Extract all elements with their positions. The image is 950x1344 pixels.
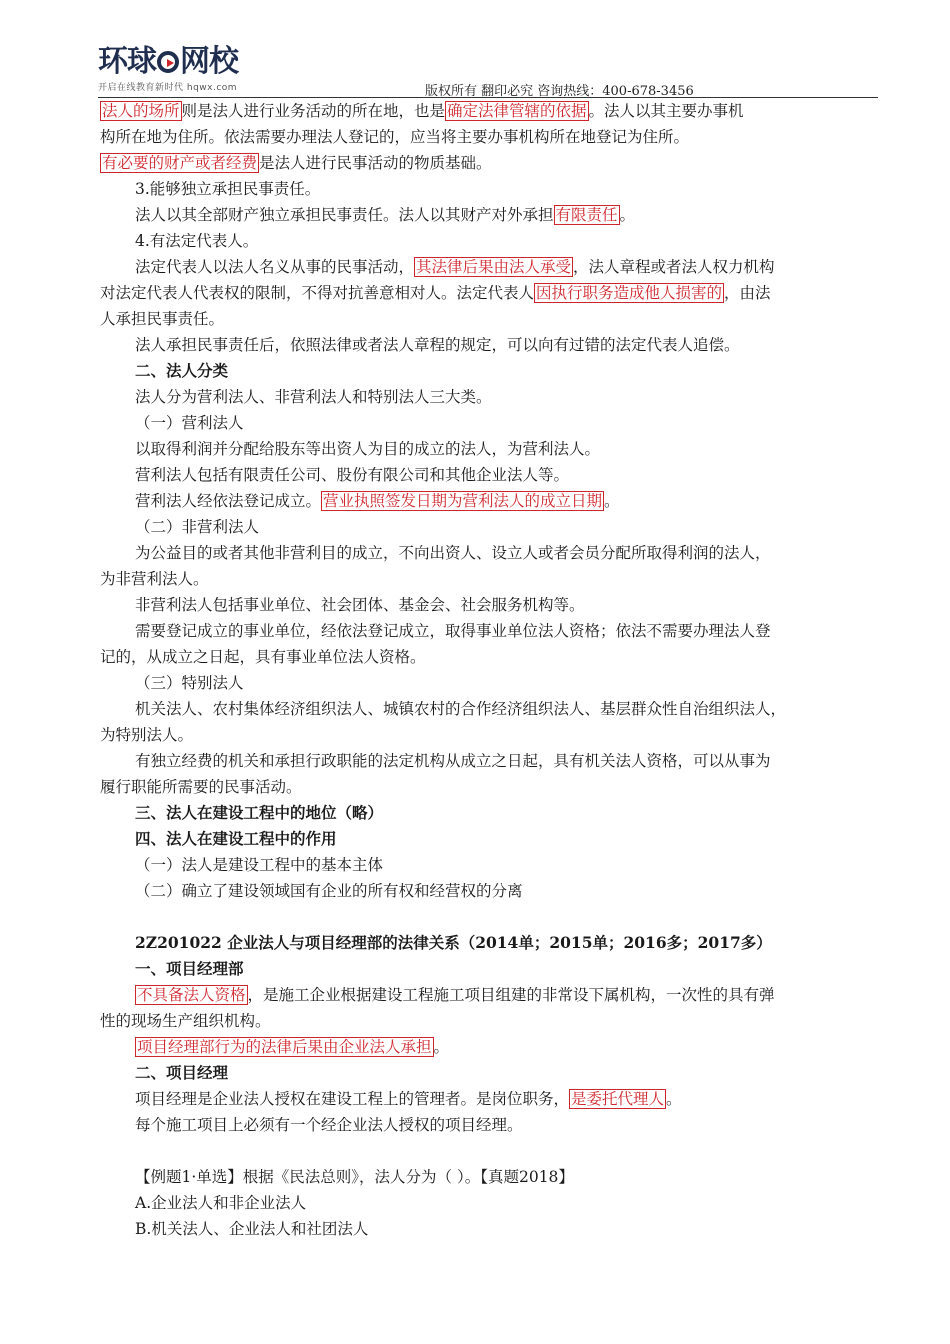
text-line <box>100 462 878 488</box>
highlighted-key-phrase: 确定法律管辖的依据 <box>447 102 587 120</box>
text-segment: 3.能够独立承担民事责任。 <box>135 180 321 198</box>
text-line <box>100 748 878 774</box>
subsection-heading <box>100 670 878 696</box>
text-segment: 非营利法人包括事业单位、社会团体、基金会、社会服务机构等。 <box>135 596 585 614</box>
text-line <box>100 280 878 306</box>
text-segment: ，是施工企业根据建设工程施工项目组建的非常设下属机构，一次性的具有弹 <box>247 986 775 1004</box>
text-line <box>100 150 878 176</box>
text-segment: 法人以其全部财产独立承担民事责任。法人以其财产对外承担 <box>135 206 554 224</box>
subsection-heading <box>100 852 878 878</box>
answer-option-b <box>100 1216 878 1242</box>
text-line <box>100 202 878 228</box>
text-segment: 。 <box>666 1090 682 1108</box>
text-segment: 二、项目经理 <box>135 1063 229 1082</box>
text-segment: 四、法人在建设工程中的作用 <box>135 829 337 848</box>
text-segment: 法人分为营利法人、非营利法人和特别法人三大类。 <box>135 388 492 406</box>
text-line <box>100 436 878 462</box>
document-body <box>100 98 878 1242</box>
copyright-hotline: 版权所有 翻印必究 咨询热线：400-678-3456 <box>425 84 694 99</box>
highlighted-key-phrase: 有限责任 <box>555 206 618 224</box>
text-segment: 是法人进行民事活动的物质基础。 <box>259 154 492 172</box>
highlighted-key-phrase: 不具备法人资格 <box>137 986 246 1004</box>
text-segment: 记的，从成立之日起，具有事业单位法人资格。 <box>100 648 426 666</box>
text-line <box>100 1034 878 1060</box>
subsection-heading <box>100 878 878 904</box>
text-segment: 每个施工项目上必须有一个经企业法人授权的项目经理。 <box>135 1116 523 1134</box>
section-heading <box>100 956 878 982</box>
highlighted-key-phrase: 法人的场所 <box>102 102 180 120</box>
text-segment: 法定代表人以法人名义从事的民事活动， <box>135 258 415 276</box>
text-segment: 一、项目经理部 <box>135 959 244 978</box>
text-segment: 。法人以其主要办事机 <box>588 102 744 120</box>
text-segment: 构所在地为住所。依法需要办理法人登记的，应当将主要办事机构所在地登记为住所。 <box>100 128 690 146</box>
text-segment: 。 <box>619 206 636 224</box>
play-ring-icon <box>157 51 179 73</box>
blank-line <box>100 904 878 930</box>
text-segment: 有独立经费的机关和承担行政职能的法定机构从成立之日起，具有机关法人资格，可以从事为 <box>135 752 771 770</box>
text-line <box>100 254 878 280</box>
subsection-heading <box>100 410 878 436</box>
section-heading <box>100 358 878 384</box>
text-line <box>100 644 878 670</box>
text-segment: 以取得利润并分配给股东等出资人为目的成立的法人，为营利法人。 <box>135 440 601 458</box>
text-line <box>100 98 878 124</box>
text-line <box>100 592 878 618</box>
text-line <box>100 1112 878 1138</box>
highlighted-key-phrase: 其法律后果由法人承受 <box>416 258 572 276</box>
text-segment: 三、法人在建设工程中的地位（略） <box>135 803 384 822</box>
text-line <box>100 332 878 358</box>
logo-text-part-1: 环球 <box>98 44 156 79</box>
text-segment: 履行职能所需要的民事活动。 <box>100 778 302 796</box>
text-segment: 需要登记成立的事业单位，经依法登记成立，取得事业单位法人资格；依法不需要办理法人登 <box>135 622 771 640</box>
text-line <box>100 384 878 410</box>
text-segment: 对法定代表人代表权的限制，不得对抗善意相对人。法定代表人 <box>100 284 535 302</box>
logo-text-part-2: 网校 <box>180 44 238 79</box>
text-line <box>100 1086 878 1112</box>
subsection-heading <box>100 514 878 540</box>
text-line <box>100 488 878 514</box>
text-segment: ，由法 <box>724 284 771 302</box>
text-segment: 。 <box>433 1038 450 1056</box>
text-line <box>100 696 878 722</box>
text-line <box>100 176 878 202</box>
text-segment: （一）营利法人 <box>135 414 244 432</box>
text-segment: 2Z201022 企业法人与项目经理部的法律关系（2014单；2015单；2016多；2017多） <box>135 933 772 952</box>
text-segment: （二）非营利法人 <box>135 518 260 536</box>
text-line <box>100 722 878 748</box>
text-segment: 性的现场生产组织机构。 <box>100 1012 271 1030</box>
blank-line <box>100 1138 878 1164</box>
logo-tagline: 开启在线教育新时代 hqwx.com <box>98 83 238 93</box>
answer-option-a <box>100 1190 878 1216</box>
text-line <box>100 618 878 644</box>
text-segment: 项目经理是企业法人授权在建设工程上的管理者。是岗位职务， <box>135 1090 570 1108</box>
text-segment: 为公益目的或者其他非营利目的成立，不向出资人、设立人或者会员分配所取得利润的法人， <box>135 544 771 562</box>
text-line <box>100 306 878 332</box>
text-segment: ，法人章程或者法人权力机构 <box>573 258 775 276</box>
text-segment: 4.有法定代表人。 <box>135 232 259 250</box>
text-line <box>100 774 878 800</box>
text-line <box>100 228 878 254</box>
text-segment: 【例题1·单选】根据《民法总则》，法人分为（ ）。【真题2018】 <box>135 1168 574 1186</box>
chapter-heading <box>100 930 878 956</box>
text-segment: 人承担民事责任。 <box>100 310 225 328</box>
text-segment: B.机关法人、企业法人和社团法人 <box>135 1220 369 1238</box>
text-segment: A.企业法人和非企业法人 <box>135 1194 307 1212</box>
section-heading <box>100 800 878 826</box>
text-segment: 法人承担民事责任后，依照法律或者法人章程的规定，可以向有过错的法定代表人追偿。 <box>135 336 740 354</box>
text-line <box>100 540 878 566</box>
text-segment: 营利法人经依法登记成立。 <box>135 492 322 510</box>
text-line <box>100 982 878 1008</box>
text-segment: （二）确立了建设领域国有企业的所有权和经营权的分离 <box>135 882 523 900</box>
highlighted-key-phrase: 因执行职务造成他人损害的 <box>536 284 723 302</box>
text-segment: 二、法人分类 <box>135 361 229 380</box>
hqwx-logo <box>98 46 258 96</box>
text-segment: 为非营利法人。 <box>100 570 209 588</box>
example-question <box>100 1164 878 1190</box>
text-segment: 则是法人进行业务活动的所在地，也是 <box>181 102 446 120</box>
text-segment: （三）特别法人 <box>135 674 244 692</box>
text-segment: （一）法人是建设工程中的基本主体 <box>135 856 384 874</box>
highlighted-key-phrase: 有必要的财产或者经费 <box>102 154 258 172</box>
text-line <box>100 124 878 150</box>
text-segment: 为特别法人。 <box>100 726 194 744</box>
text-line <box>100 566 878 592</box>
text-line <box>100 1008 878 1034</box>
highlighted-key-phrase: 是委托代理人 <box>571 1090 665 1108</box>
section-heading <box>100 1060 878 1086</box>
highlighted-key-phrase: 营业执照签发日期为营利法人的成立日期 <box>323 492 603 510</box>
text-segment: 机关法人、农村集体经济组织法人、城镇农村的合作经济组织法人、基层群众性自治组织法人， <box>135 700 787 718</box>
logo-wordmark <box>98 46 258 78</box>
text-segment: 营利法人包括有限责任公司、股份有限公司和其他企业法人等。 <box>135 466 570 484</box>
highlighted-key-phrase: 项目经理部行为的法律后果由企业法人承担 <box>137 1038 432 1056</box>
text-segment: 。 <box>604 492 620 510</box>
section-heading <box>100 826 878 852</box>
